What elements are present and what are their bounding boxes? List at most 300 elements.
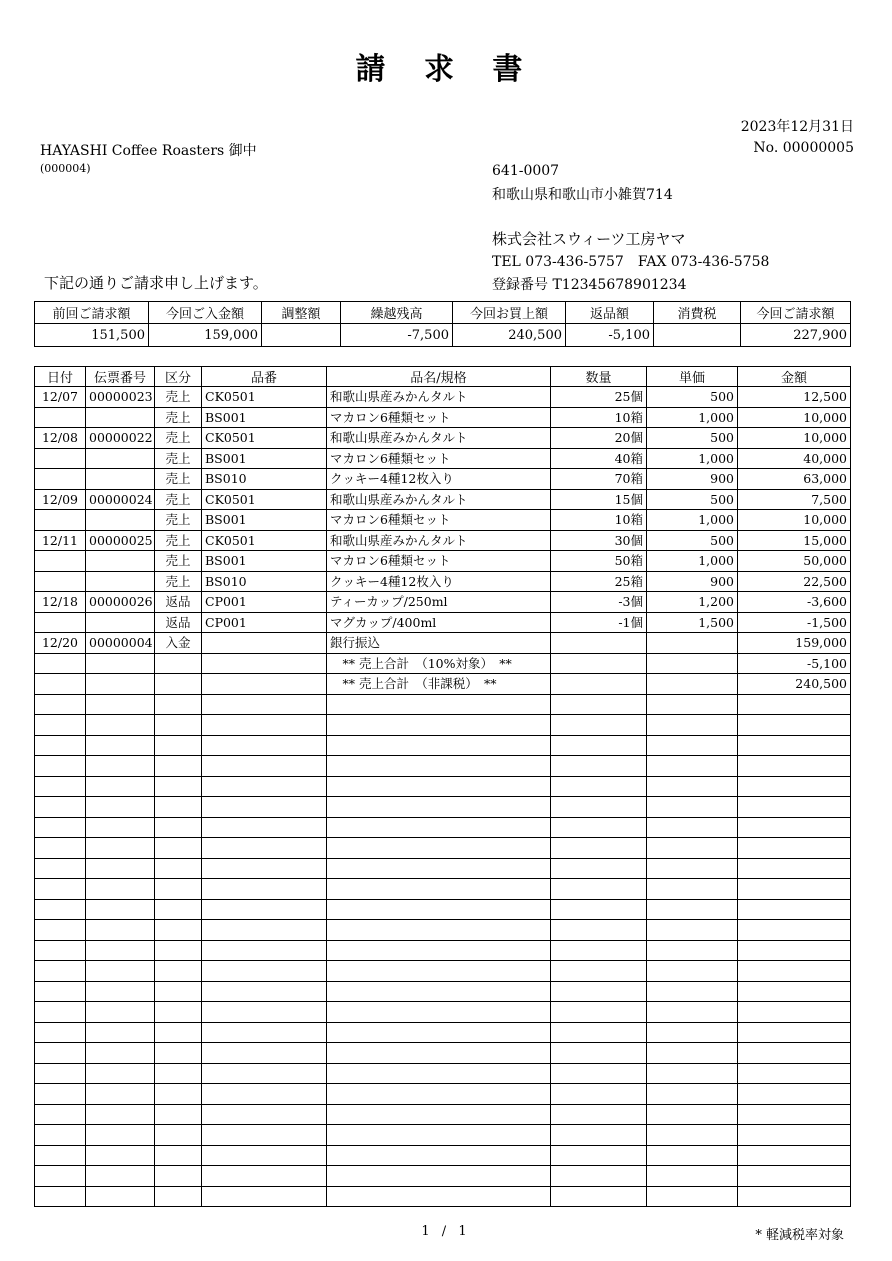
empty-row [35, 920, 851, 941]
unit-price-cell [647, 1125, 738, 1146]
table-row [35, 387, 851, 408]
slip-no-cell [86, 879, 155, 900]
quantity-cell: -3個 [551, 592, 647, 613]
amount-cell [738, 1145, 851, 1166]
quantity-cell [551, 1063, 647, 1084]
slip-no-cell: 00000024 [86, 489, 155, 510]
category-cell: 売上 [155, 510, 202, 531]
quantity-cell [551, 920, 647, 941]
date-cell [35, 653, 86, 674]
item-name-cell [327, 899, 551, 920]
quantity-cell [551, 674, 647, 695]
date-cell [35, 1063, 86, 1084]
date-cell [35, 981, 86, 1002]
document-title: 請 求 書 [355, 52, 537, 87]
item-name-cell [327, 756, 551, 777]
item-name-cell [327, 776, 551, 797]
category-cell [155, 694, 202, 715]
detail-header: 日付 [35, 367, 86, 387]
item-name-cell: マグカップ/400ml [327, 612, 551, 633]
unit-price-cell: 1,000 [647, 407, 738, 428]
empty-row [35, 1145, 851, 1166]
detail-table [34, 366, 851, 1207]
date-cell [35, 1104, 86, 1125]
item-code-cell: CK0501 [202, 428, 327, 449]
item-code-cell [202, 1084, 327, 1105]
unit-price-cell [647, 1104, 738, 1125]
unit-price-cell [647, 879, 738, 900]
detail-header: 品番 [202, 367, 327, 387]
category-cell [155, 858, 202, 879]
amount-cell: 7,500 [738, 489, 851, 510]
quantity-cell: 70箱 [551, 469, 647, 490]
item-code-cell [202, 920, 327, 941]
slip-no-cell [86, 735, 155, 756]
empty-row [35, 776, 851, 797]
item-code-cell [202, 1125, 327, 1146]
unit-price-cell [647, 961, 738, 982]
item-name-cell [327, 735, 551, 756]
date-cell [35, 920, 86, 941]
category-cell: 返品 [155, 592, 202, 613]
slip-no-cell [86, 551, 155, 572]
amount-cell: -5,100 [738, 653, 851, 674]
slip-no-cell: 00000025 [86, 530, 155, 551]
category-cell [155, 1063, 202, 1084]
category-cell [155, 1043, 202, 1064]
page-number: 1 / 1 [421, 1224, 471, 1239]
empty-row [35, 961, 851, 982]
unit-price-cell: 500 [647, 428, 738, 449]
quantity-cell [551, 1145, 647, 1166]
unit-price-cell: 1,000 [647, 551, 738, 572]
quantity-cell [551, 981, 647, 1002]
empty-row [35, 1084, 851, 1105]
issuer-zip: 641-0007 [492, 163, 560, 179]
slip-no-cell [86, 407, 155, 428]
date-cell [35, 776, 86, 797]
slip-no-cell [86, 756, 155, 777]
issuer-address: 和歌山県和歌山市小雑賀714 [492, 187, 673, 203]
empty-row [35, 735, 851, 756]
item-code-cell [202, 940, 327, 961]
empty-row [35, 1063, 851, 1084]
table-row [35, 592, 851, 613]
unit-price-cell [647, 1043, 738, 1064]
category-cell [155, 674, 202, 695]
category-cell: 売上 [155, 448, 202, 469]
item-name-cell [327, 940, 551, 961]
date-cell [35, 571, 86, 592]
empty-row [35, 838, 851, 859]
slip-no-cell [86, 797, 155, 818]
table-row [35, 489, 851, 510]
amount-cell [738, 940, 851, 961]
quantity-cell [551, 653, 647, 674]
summary-table [34, 301, 851, 347]
item-name-cell: クッキー4種12枚入り [327, 469, 551, 490]
category-cell: 売上 [155, 530, 202, 551]
item-code-cell: CK0501 [202, 530, 327, 551]
item-code-cell: CK0501 [202, 489, 327, 510]
quantity-cell: 30個 [551, 530, 647, 551]
summary-value: 151,500 [35, 324, 149, 347]
amount-cell [738, 776, 851, 797]
detail-header: 単価 [647, 367, 738, 387]
unit-price-cell: 1,500 [647, 612, 738, 633]
slip-no-cell [86, 1022, 155, 1043]
item-name-cell: 和歌山県産みかんタルト [327, 428, 551, 449]
date-cell [35, 735, 86, 756]
date-cell [35, 612, 86, 633]
quantity-cell [551, 797, 647, 818]
category-cell [155, 1145, 202, 1166]
issuer-registration: 登録番号 T12345678901234 [492, 277, 687, 293]
amount-cell [738, 756, 851, 777]
item-code-cell [202, 694, 327, 715]
quantity-cell [551, 715, 647, 736]
unit-price-cell [647, 735, 738, 756]
item-code-cell: BS010 [202, 571, 327, 592]
slip-no-cell [86, 1166, 155, 1187]
quantity-cell: 40箱 [551, 448, 647, 469]
quantity-cell: 25個 [551, 387, 647, 408]
customer-name: HAYASHI Coffee Roasters 御中 [40, 143, 257, 159]
date-cell [35, 817, 86, 838]
item-name-cell [327, 1145, 551, 1166]
summary-value: 159,000 [149, 324, 262, 347]
empty-row [35, 1125, 851, 1146]
unit-price-cell: 900 [647, 571, 738, 592]
item-name-cell [327, 1043, 551, 1064]
date-cell: 12/09 [35, 489, 86, 510]
amount-cell [738, 1002, 851, 1023]
unit-price-cell [647, 1002, 738, 1023]
date-cell [35, 940, 86, 961]
item-code-cell [202, 797, 327, 818]
item-code-cell: CP001 [202, 592, 327, 613]
empty-row [35, 981, 851, 1002]
amount-cell [738, 1084, 851, 1105]
slip-no-cell [86, 1043, 155, 1064]
category-cell: 売上 [155, 428, 202, 449]
slip-no-cell [86, 674, 155, 695]
detail-header-row [35, 367, 851, 387]
date-cell [35, 899, 86, 920]
category-cell [155, 879, 202, 900]
slip-no-cell [86, 653, 155, 674]
item-name-cell: マカロン6種類セット [327, 407, 551, 428]
date-cell [35, 1002, 86, 1023]
amount-cell: -1,500 [738, 612, 851, 633]
date-cell [35, 407, 86, 428]
item-name-cell [327, 1002, 551, 1023]
table-row [35, 653, 851, 674]
unit-price-cell [647, 797, 738, 818]
unit-price-cell [647, 817, 738, 838]
unit-price-cell [647, 1022, 738, 1043]
quantity-cell [551, 858, 647, 879]
amount-cell [738, 920, 851, 941]
category-cell: 売上 [155, 489, 202, 510]
slip-no-cell [86, 571, 155, 592]
slip-no-cell: 00000023 [86, 387, 155, 408]
table-row [35, 407, 851, 428]
item-name-cell: マカロン6種類セット [327, 510, 551, 531]
category-cell [155, 1125, 202, 1146]
amount-cell [738, 715, 851, 736]
quantity-cell [551, 1022, 647, 1043]
amount-cell: 22,500 [738, 571, 851, 592]
item-code-cell [202, 776, 327, 797]
date-cell [35, 551, 86, 572]
item-name-cell [327, 1063, 551, 1084]
category-cell: 返品 [155, 612, 202, 633]
item-name-cell: マカロン6種類セット [327, 551, 551, 572]
unit-price-cell [647, 858, 738, 879]
date-cell [35, 1145, 86, 1166]
category-cell: 売上 [155, 407, 202, 428]
slip-no-cell [86, 1186, 155, 1207]
item-name-cell: クッキー4種12枚入り [327, 571, 551, 592]
unit-price-cell [647, 1063, 738, 1084]
summary-header: 今回ご入金額 [149, 302, 262, 324]
item-name-cell [327, 838, 551, 859]
empty-row [35, 940, 851, 961]
unit-price-cell [647, 653, 738, 674]
quantity-cell [551, 961, 647, 982]
item-code-cell [202, 1022, 327, 1043]
summary-header: 前回ご請求額 [35, 302, 149, 324]
date-cell [35, 797, 86, 818]
quantity-cell [551, 1186, 647, 1207]
table-row [35, 551, 851, 572]
empty-row [35, 1043, 851, 1064]
item-name-cell [327, 961, 551, 982]
table-row [35, 633, 851, 654]
unit-price-cell [647, 715, 738, 736]
item-name-cell [327, 981, 551, 1002]
amount-cell [738, 735, 851, 756]
summary-value: 227,900 [741, 324, 851, 347]
unit-price-cell [647, 940, 738, 961]
table-row [35, 510, 851, 531]
table-row [35, 469, 851, 490]
date-cell [35, 1084, 86, 1105]
quantity-cell [551, 735, 647, 756]
date-cell [35, 510, 86, 531]
table-row [35, 612, 851, 633]
quantity-cell: 15個 [551, 489, 647, 510]
category-cell: 売上 [155, 571, 202, 592]
amount-cell [738, 961, 851, 982]
category-cell [155, 1022, 202, 1043]
empty-row [35, 1166, 851, 1187]
category-cell [155, 1002, 202, 1023]
category-cell [155, 797, 202, 818]
item-name-cell: 和歌山県産みかんタルト [327, 489, 551, 510]
amount-cell: 240,500 [738, 674, 851, 695]
slip-no-cell [86, 694, 155, 715]
slip-no-cell [86, 838, 155, 859]
date-cell [35, 469, 86, 490]
unit-price-cell: 1,000 [647, 510, 738, 531]
slip-no-cell: 00000026 [86, 592, 155, 613]
slip-no-cell [86, 1125, 155, 1146]
empty-row [35, 817, 851, 838]
category-cell [155, 1186, 202, 1207]
unit-price-cell [647, 776, 738, 797]
date-cell [35, 1125, 86, 1146]
table-row [35, 571, 851, 592]
summary-header: 返品額 [566, 302, 654, 324]
issuer-tel-fax: TEL 073-436-5757 FAX 073-436-5758 [492, 254, 770, 270]
summary-value: -7,500 [341, 324, 453, 347]
slip-no-cell [86, 940, 155, 961]
slip-no-cell: 00000022 [86, 428, 155, 449]
summary-header: 繰越残高 [341, 302, 453, 324]
date-cell: 12/08 [35, 428, 86, 449]
quantity-cell [551, 633, 647, 654]
date-cell [35, 694, 86, 715]
detail-header: 区分 [155, 367, 202, 387]
unit-price-cell [647, 899, 738, 920]
amount-cell: 10,000 [738, 407, 851, 428]
item-code-cell [202, 1186, 327, 1207]
amount-cell [738, 1022, 851, 1043]
unit-price-cell [647, 920, 738, 941]
summary-value [262, 324, 341, 347]
date-cell [35, 756, 86, 777]
category-cell [155, 1104, 202, 1125]
item-name-cell: 和歌山県産みかんタルト [327, 387, 551, 408]
category-cell [155, 940, 202, 961]
category-cell [155, 981, 202, 1002]
category-cell: 入金 [155, 633, 202, 654]
table-row [35, 448, 851, 469]
item-code-cell: BS001 [202, 551, 327, 572]
table-row [35, 674, 851, 695]
amount-cell [738, 1125, 851, 1146]
summary-header: 消費税 [654, 302, 741, 324]
item-name-cell: マカロン6種類セット [327, 448, 551, 469]
item-name-cell [327, 1084, 551, 1105]
quantity-cell [551, 756, 647, 777]
date-cell [35, 674, 86, 695]
date-cell [35, 715, 86, 736]
detail-header: 金額 [738, 367, 851, 387]
item-code-cell [202, 961, 327, 982]
quantity-cell [551, 1104, 647, 1125]
unit-price-cell [647, 1145, 738, 1166]
quantity-cell [551, 940, 647, 961]
item-name-cell [327, 879, 551, 900]
category-cell [155, 961, 202, 982]
detail-header: 品名/規格 [327, 367, 551, 387]
slip-no-cell [86, 1084, 155, 1105]
category-cell [155, 920, 202, 941]
quantity-cell: 25箱 [551, 571, 647, 592]
amount-cell [738, 879, 851, 900]
summary-header: 今回お買上額 [453, 302, 566, 324]
amount-cell: 63,000 [738, 469, 851, 490]
item-name-cell: ** 売上合計 （10%対象） ** [327, 653, 551, 674]
footnote: * 軽減税率対象 [755, 1228, 844, 1243]
quantity-cell: -1個 [551, 612, 647, 633]
item-code-cell: CK0501 [202, 387, 327, 408]
item-code-cell [202, 1166, 327, 1187]
summary-value: 240,500 [453, 324, 566, 347]
item-code-cell [202, 735, 327, 756]
item-code-cell [202, 1043, 327, 1064]
date-cell [35, 858, 86, 879]
item-code-cell [202, 981, 327, 1002]
item-name-cell: ティーカップ/250ml [327, 592, 551, 613]
item-code-cell [202, 715, 327, 736]
item-name-cell [327, 1186, 551, 1207]
slip-no-cell [86, 469, 155, 490]
item-code-cell [202, 1145, 327, 1166]
unit-price-cell [647, 981, 738, 1002]
slip-no-cell [86, 776, 155, 797]
item-code-cell [202, 633, 327, 654]
slip-no-cell [86, 1002, 155, 1023]
date-cell: 12/11 [35, 530, 86, 551]
empty-row [35, 858, 851, 879]
quantity-cell: 10箱 [551, 510, 647, 531]
category-cell [155, 756, 202, 777]
amount-cell [738, 838, 851, 859]
quantity-cell [551, 776, 647, 797]
quantity-cell [551, 694, 647, 715]
slip-no-cell [86, 817, 155, 838]
item-name-cell [327, 858, 551, 879]
item-code-cell [202, 899, 327, 920]
amount-cell: 159,000 [738, 633, 851, 654]
item-code-cell [202, 674, 327, 695]
amount-cell: 40,000 [738, 448, 851, 469]
category-cell [155, 1166, 202, 1187]
unit-price-cell: 500 [647, 387, 738, 408]
issue-date: 2023年12月31日 [740, 119, 854, 135]
quantity-cell: 10箱 [551, 407, 647, 428]
amount-cell [738, 797, 851, 818]
amount-cell [738, 981, 851, 1002]
table-row [35, 428, 851, 449]
date-cell [35, 838, 86, 859]
empty-row [35, 1104, 851, 1125]
category-cell [155, 817, 202, 838]
quantity-cell [551, 1166, 647, 1187]
unit-price-cell [647, 838, 738, 859]
amount-cell [738, 858, 851, 879]
item-name-cell [327, 1022, 551, 1043]
slip-no-cell [86, 858, 155, 879]
quantity-cell: 50箱 [551, 551, 647, 572]
empty-row [35, 899, 851, 920]
amount-cell: 10,000 [738, 428, 851, 449]
category-cell [155, 735, 202, 756]
unit-price-cell [647, 1084, 738, 1105]
amount-cell: 10,000 [738, 510, 851, 531]
item-code-cell [202, 879, 327, 900]
quantity-cell [551, 1002, 647, 1023]
unit-price-cell [647, 1166, 738, 1187]
item-name-cell [327, 1104, 551, 1125]
date-cell [35, 879, 86, 900]
empty-row [35, 694, 851, 715]
summary-value [654, 324, 741, 347]
